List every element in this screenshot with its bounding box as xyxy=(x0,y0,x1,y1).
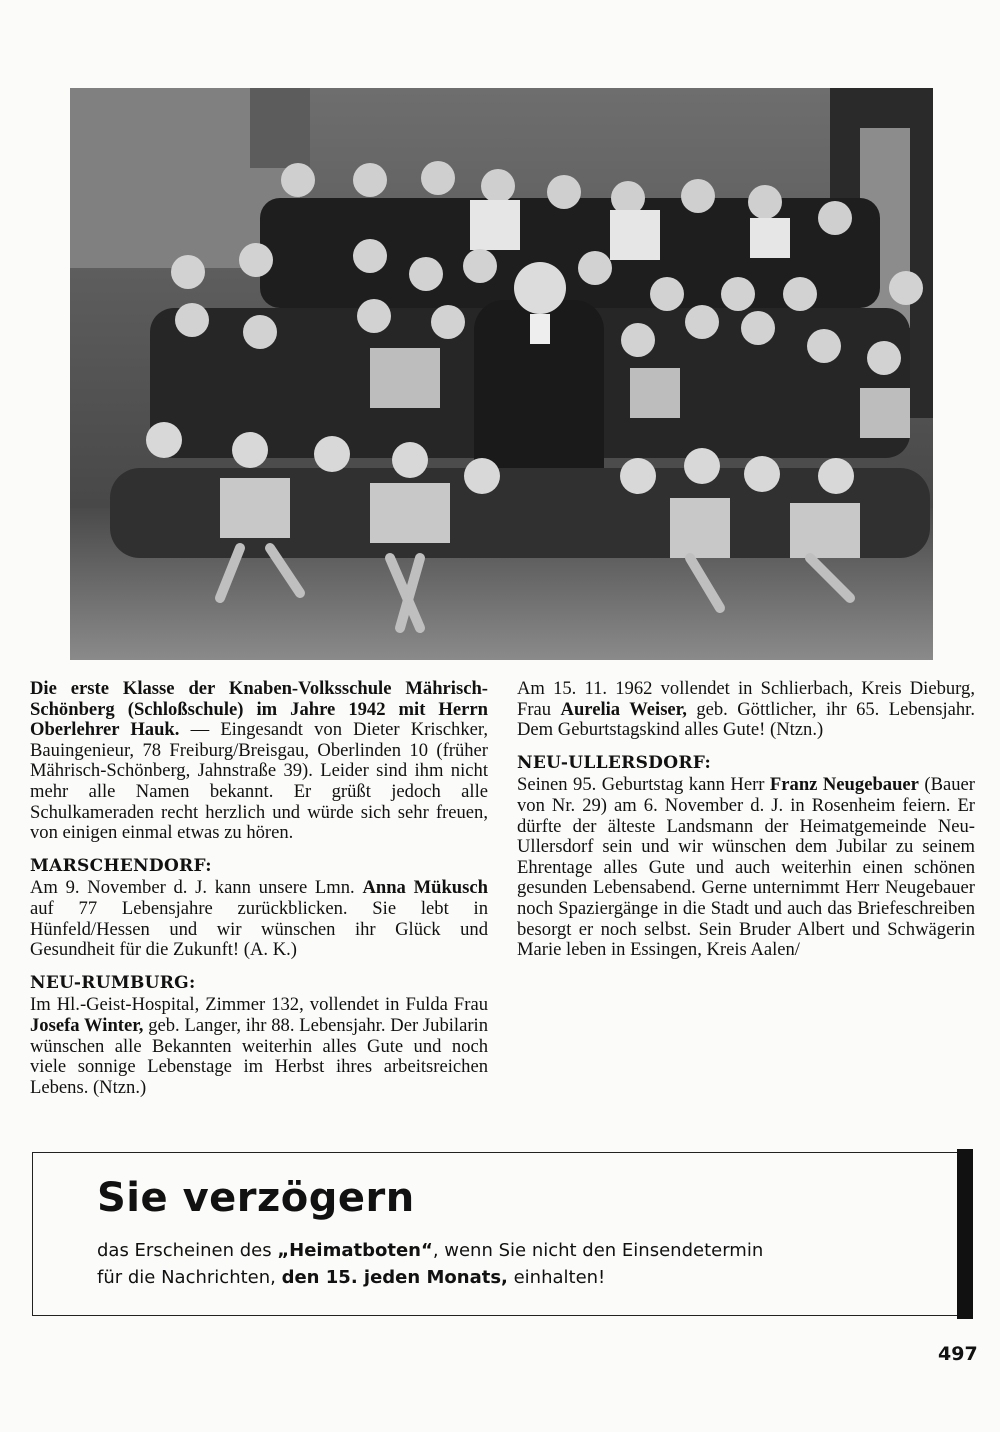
caption-text: — Eingesandt von Dieter Krischker, Bauingenieur, 78 Freiburg/Breisgau, Oberlinden 10 (früher Mährisch-Schönberg, Jahnstraße 39). Leider sind ihm nicht mehr alle Namen bekannt. Er grüßt jedoch alle Schulkameraden recht herzlich und würde sich sehr freuen, von einigen einmal etwas zu hören. xyxy=(30,719,488,844)
person-name: Josefa Winter, xyxy=(30,1014,144,1036)
person-name: Aurelia Weiser, xyxy=(560,698,687,720)
entry-text: Am 15. 11. 1962 vollendet in Schlierbach, Kreis Dieburg, Frau xyxy=(517,678,975,720)
heading-neu-ullersdorf: NEU-ULLERSDORF: xyxy=(517,752,712,773)
notice-bar xyxy=(957,1149,973,1319)
class-photo xyxy=(70,88,933,660)
person-name: Franz Neugebauer xyxy=(769,774,919,796)
notice-box xyxy=(32,1152,957,1316)
entry-neu-rumburg xyxy=(30,995,488,1098)
notice-text-bold: „Heimatboten“ xyxy=(277,1240,433,1261)
entry-text: geb. Göttlicher, ihr 65. Lebensjahr. Dem Geburtstagskind alles Gute! (Ntzn.) xyxy=(517,698,975,741)
entry-schlierbach xyxy=(517,679,975,741)
notice-text-part: einhalten! xyxy=(507,1267,606,1288)
class-photo-image xyxy=(70,88,933,660)
entry-text: geb. Langer, ihr 88. Lebensjahr. Der Jubilarin wünschen alle Bekannten weiterhin alles Gute und noch viele sonnige Lebenstage im Herbst ihres arbeitsreichen Lebens. (Ntzn.) xyxy=(30,1014,488,1098)
notice-text-part: für die Nachrichten, xyxy=(97,1267,282,1288)
entry-text: Seinen 95. Geburtstag kann Herr xyxy=(517,774,770,796)
entry-text: Im Hl.-Geist-Hospital, Zimmer 132, vollendet in Fulda Frau xyxy=(30,994,488,1016)
entry-text: auf 77 Lebensjahre zurückblicken. Sie lebt in Hünfeld/Hessen und wir wünschen ihr Glück und Gesundheit für die Zukunft! (A. K.) xyxy=(30,897,488,961)
photo-caption xyxy=(30,679,488,844)
entry-marschendorf xyxy=(30,878,488,960)
person-name: Anna Mükusch xyxy=(362,877,488,899)
left-column xyxy=(30,679,488,1098)
notice-text-part: , wenn Sie nicht den Einsendetermin xyxy=(432,1240,764,1261)
entry-neu-ullersdorf xyxy=(517,775,975,960)
heading-marschendorf: MARSCHENDORF: xyxy=(30,855,212,876)
entry-text: Am 9. November d. J. kann unsere Lmn. xyxy=(30,877,363,899)
heading-neu-rumburg: NEU-RUMBURG: xyxy=(30,972,196,993)
notice-text xyxy=(97,1237,917,1291)
notice-title: Sie verzögern xyxy=(97,1175,415,1221)
notice-text-part: das Erscheinen des xyxy=(97,1240,278,1261)
right-column xyxy=(517,679,975,961)
notice-text-bold: den 15. jeden Monats, xyxy=(281,1267,508,1288)
page-number: 497 xyxy=(938,1343,978,1365)
entry-text: (Bauer von Nr. 29) am 6. November d. J. in Rosenheim feiern. Er dürfte der älteste Landsmann der Heimatgemeinde Neu-Ullersdorf sein und wir wünschen dem Jubilar zu seinem Ehrentage alles Gute und auch weiterhin einen schönen gesunden Lebensabend. Gerne unternimmt Herr Neugebauer noch Spaziergänge in die Stadt und auch das Briefeschreiben besorgt er noch selbst. Sein Bruder Albert und Schwägerin Marie leben in Essingen, Kreis Aalen/ xyxy=(517,774,975,961)
caption-bold: Die erste Klasse der Knaben-Volksschule Mährisch-Schönberg (Schloßschule) im Jahre 1942 mit Herrn Oberlehrer Hauk. xyxy=(30,678,488,741)
